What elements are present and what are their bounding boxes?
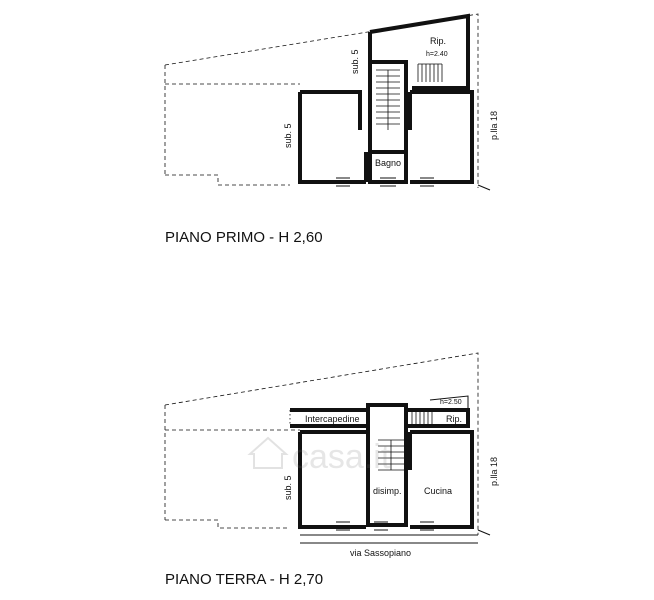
stair-steps [376, 70, 400, 130]
ground-floor-title: PIANO TERRA - H 2,70 [165, 571, 324, 588]
site-edge [478, 185, 490, 190]
sub5-left-label: sub. 5 [283, 123, 293, 148]
plla-label: p.lla 18 [489, 456, 499, 486]
cucina-room-walls [410, 432, 472, 527]
intercapedine-label: Intercapedine [305, 414, 360, 424]
first-floor-plan [165, 14, 499, 246]
cucina-label: Cucina [424, 486, 453, 496]
disimp-label: disimp. [373, 486, 402, 496]
right-room-walls [410, 92, 472, 182]
street-label: via Sassopiano [350, 548, 412, 558]
left-room-top [300, 92, 360, 130]
rip-label: Rip. [430, 36, 447, 46]
rip-label: Rip. [446, 414, 463, 424]
bagno-label: Bagno [375, 158, 402, 168]
watermark-text: casa.it [292, 438, 391, 476]
first-floor-title: PIANO PRIMO - H 2,60 [165, 229, 323, 246]
plla-label: p.lla 18 [489, 110, 499, 140]
sub5-left-label: sub. 5 [283, 475, 293, 500]
left-room-walls [300, 92, 366, 182]
site-outline-bottom [165, 175, 290, 185]
rip-stair [418, 64, 442, 82]
watermark [250, 438, 391, 476]
site-outline-bottom [165, 520, 290, 528]
rip-room-walls [370, 16, 468, 88]
house-logo-icon [250, 438, 286, 468]
sub5-top-label: sub. 5 [350, 49, 360, 74]
rip-height-label: h=2.40 [426, 51, 448, 58]
rip-stair [412, 412, 432, 424]
rip-height-label: h=2.50 [440, 399, 462, 406]
site-edge [478, 530, 490, 535]
